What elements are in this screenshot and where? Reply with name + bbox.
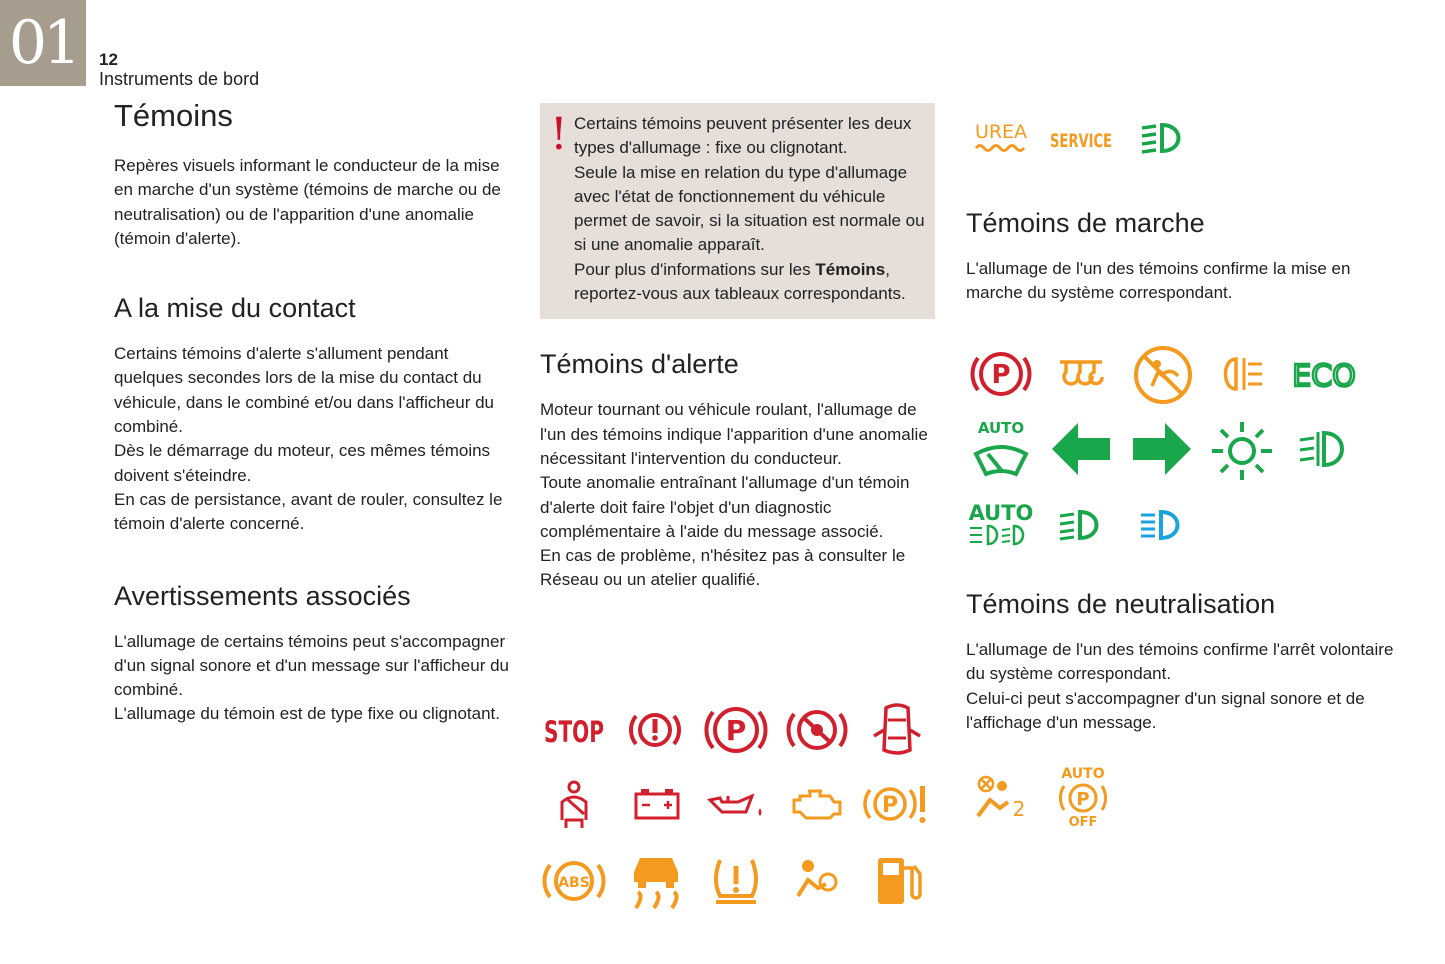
left-indicator-icon (1050, 420, 1112, 478)
auto-wiper-icon (970, 418, 1032, 480)
marche-text: L'allumage de l'un des témoins confirme la mise en marche du système correspondant. (966, 259, 1351, 303)
note-bold-term: Témoins (815, 259, 886, 279)
oil-pressure-icon (706, 790, 766, 822)
column-middle (540, 103, 935, 593)
column-right (966, 208, 1396, 306)
svg-text:2: 2 (1012, 797, 1026, 821)
svg-text:AUTO: AUTO (977, 419, 1025, 437)
service-icon (1048, 124, 1114, 154)
note-text-3: Pour plus d'informations sur les Témoins, reportez-vous aux tableaux correspondants. (574, 259, 906, 304)
airbag-off-icon (972, 774, 1030, 822)
airbag-fault-icon (792, 856, 842, 904)
column-left (114, 98, 509, 727)
low-beam-icon (1140, 120, 1188, 156)
passenger-airbag-off-icon (1132, 344, 1194, 406)
rear-fog-light-icon (1222, 354, 1268, 394)
urea-icon (972, 118, 1030, 156)
door-open-icon (870, 700, 924, 760)
heading-neutralisation: Témoins de neutralisation (966, 589, 1276, 619)
parking-brake-alert-icon (704, 700, 768, 760)
svg-text:P: P (725, 714, 747, 747)
intro-text: Repères visuels informant le conducteur de la mise en marche d'un système (témoins de marche ou de neutralisation) ou de l'apparition d'une anomalie (témoin d'alerte). (114, 156, 501, 248)
contact-text-3: En cas de persistance, avant de rouler, consultez le témoin d'alerte concerné. (114, 489, 503, 534)
page-number: 12 (99, 50, 118, 69)
low-fuel-icon (874, 852, 922, 908)
auto-park-brake-off-icon (1056, 764, 1110, 828)
power-steering-fault-icon (786, 702, 848, 758)
parking-brake-fault-icon (862, 778, 932, 830)
front-fog-light-icon (1298, 428, 1350, 470)
svg-text:ECO: ECO (1292, 359, 1356, 394)
contact-text-2: Dès le démarrage du moteur, ces mêmes témoins doivent s'éteindre. (114, 441, 491, 485)
section-title: Instruments de bord (99, 69, 260, 89)
neutral-text-1: L'allumage de l'un des témoins confirme l'arrêt volontaire du système correspondant. (966, 640, 1394, 684)
preheating-icon (1056, 356, 1106, 392)
contact-text-1: Certains témoins d'alerte s'allument pendant quelques secondes lors de la mise du contact du véhicule, dans le combiné et/ou dans l'afficheur du combiné. (114, 344, 495, 437)
svg-text:OFF: OFF (1068, 815, 1098, 830)
abs-icon (542, 852, 606, 910)
warnings-text-1: L'allumage de certains témoins peut s'accompagner d'un signal sonore et d'un message sur l'afficheur du combiné. (114, 631, 510, 700)
svg-text:UREA: UREA (974, 121, 1028, 143)
neutral-text-2: Celui-ci peut s'accompagner d'un signal sonore et de l'affichage d'un message. (966, 688, 1365, 732)
svg-text:P: P (1076, 789, 1090, 810)
eco-icon (1288, 358, 1360, 392)
engine-fault-icon (790, 782, 844, 826)
main-beam-icon (1139, 508, 1187, 542)
warnings-text-2: L'allumage du témoin est de type fixe ou clignotant. (114, 704, 500, 724)
right-indicator-icon (1131, 420, 1193, 478)
exclamation-icon: ! (550, 109, 568, 160)
stability-control-icon (628, 850, 684, 912)
heading-contact: A la mise du contact (114, 293, 356, 324)
title-temoins: Témoins (114, 98, 233, 133)
alert-text-1: Moteur tournant ou véhicule roulant, l'allumage de l'un des témoins indique l'apparition d'une anomalie nécessitant l'intervention du conducteur. (540, 400, 928, 468)
auto-lights-icon (968, 500, 1034, 548)
note-text-1: Certains témoins peuvent présenter les deux types d'allumage : fixe ou clignotant. (574, 114, 912, 158)
alert-text-2: Toute anomalie entraînant l'allumage d'un témoin d'alerte doit faire l'objet d'un diagnostic complémentaire à l'aide du message associé. (540, 473, 910, 541)
sidelights-icon (1210, 420, 1274, 482)
dipped-beam-icon (1058, 508, 1106, 542)
stop-icon (542, 710, 606, 750)
svg-text:AUTO: AUTO (1061, 766, 1105, 782)
heading-alert: Témoins d'alerte (540, 349, 739, 380)
svg-text:ABS: ABS (558, 875, 590, 891)
info-note (540, 103, 935, 319)
svg-text:AUTO: AUTO (968, 501, 1034, 525)
column-right-lower (966, 589, 1396, 735)
parking-brake-icon (970, 346, 1032, 402)
tyre-pressure-icon (710, 854, 762, 906)
heading-warnings: Avertissements associés (114, 580, 411, 611)
svg-text:P: P (881, 793, 899, 818)
chapter-number: 01 (0, 0, 86, 86)
note-text-2: Seule la mise en relation du type d'allumage avec l'état de fonctionnement du véhicule permet de savoir, si la situation est normale ou si une anomalie apparaît. (574, 162, 925, 255)
svg-text:STOP: STOP (544, 715, 604, 749)
battery-icon (632, 786, 682, 822)
svg-text:SERVICE: SERVICE (1050, 130, 1112, 152)
brake-fault-icon (628, 704, 682, 756)
heading-marche: Témoins de marche (966, 208, 1205, 238)
alert-text-3: En cas de problème, n'hésitez pas à consulter le Réseau ou un atelier qualifié. (540, 546, 906, 590)
seatbelt-icon (556, 780, 592, 830)
svg-text:P: P (991, 360, 1011, 390)
